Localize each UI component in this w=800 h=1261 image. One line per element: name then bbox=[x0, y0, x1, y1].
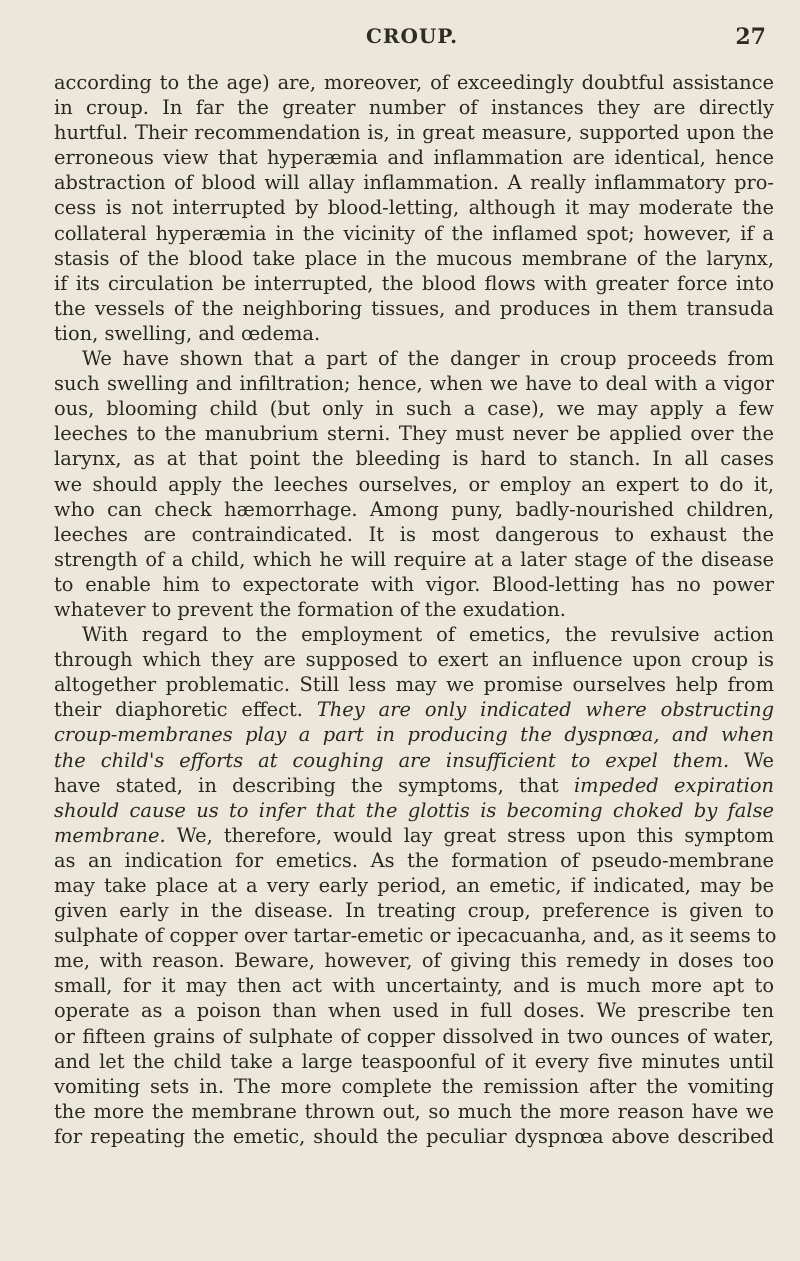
text-segment: sulphate of copper over tartar-emetic or ipecacuanha, and, as it seems to bbox=[54, 924, 777, 948]
italic-text-segment: the child's efforts at coughing are insufficient to expel them. bbox=[54, 748, 730, 772]
text-line bbox=[54, 647, 774, 672]
text-line bbox=[54, 572, 774, 597]
text-line bbox=[54, 848, 774, 873]
text-line bbox=[54, 472, 774, 497]
text-segment: larynx, as at that point the bleeding is hard to stanch. In all cases bbox=[54, 447, 774, 471]
text-line bbox=[54, 798, 774, 823]
text-segment: if its circulation be interrupted, the blood flows with greater force into bbox=[54, 271, 774, 295]
text-segment: the vessels of the neighboring tissues, and produces in them transuda bbox=[54, 296, 774, 320]
text-segment: erroneous view that hyperæmia and inflammation are identical, hence bbox=[54, 146, 774, 170]
text-line bbox=[54, 145, 774, 170]
text-line bbox=[54, 446, 774, 471]
page-number: 27 bbox=[735, 24, 766, 50]
text-segment: the more the membrane thrown out, so much the more reason have we bbox=[54, 1099, 774, 1123]
text-segment: as an indication for emetics. As the formation of pseudo-membrane bbox=[54, 848, 774, 872]
text-line bbox=[54, 170, 774, 195]
text-segment: and let the child take a large teaspoonful of it every five minutes until bbox=[54, 1049, 774, 1073]
text-line bbox=[54, 923, 777, 948]
text-segment: ous, blooming child (but only in such a case), we may apply a few bbox=[54, 397, 774, 421]
text-segment: abstraction of blood will allay inflammation. A really inflammatory pro- bbox=[54, 171, 774, 195]
italic-text-segment: membrane. bbox=[54, 823, 166, 847]
text-line bbox=[54, 672, 774, 697]
italic-text-segment: impeded expiration bbox=[573, 773, 774, 797]
text-line bbox=[54, 346, 774, 371]
text-segment: in croup. In far the greater number of instances they are directly bbox=[54, 96, 774, 120]
text-segment: operate as a poison than when used in full doses. We prescribe ten bbox=[54, 999, 774, 1023]
text-line bbox=[54, 296, 774, 321]
text-segment: collateral hyperæmia in the vicinity of the inflamed spot; however, if a bbox=[54, 221, 774, 245]
text-line bbox=[54, 1024, 774, 1049]
text-segment: me, with reason. Beware, however, of giving this remedy in doses too bbox=[54, 949, 774, 973]
text-segment: have stated, in describing the symptoms, that bbox=[54, 773, 574, 797]
text-line bbox=[54, 998, 774, 1023]
text-segment: through which they are supposed to exert an influence upon croup is bbox=[54, 648, 774, 672]
text-line bbox=[54, 95, 774, 120]
text-segment: hurtful. Their recommendation is, in great measure, supported upon the bbox=[54, 121, 774, 145]
text-line bbox=[54, 622, 774, 647]
text-line bbox=[54, 271, 774, 296]
text-segment: We have shown that a part of the danger in croup proceeds from bbox=[82, 347, 774, 371]
body-text bbox=[54, 70, 777, 1149]
text-line bbox=[54, 722, 774, 747]
text-segment: strength of a child, which he will require at a later stage of the disease bbox=[54, 547, 774, 571]
text-line bbox=[54, 873, 774, 898]
italic-text-segment: should cause us to infer that the glottis is becoming choked by false bbox=[54, 798, 774, 822]
text-line bbox=[54, 898, 774, 923]
text-segment: may take place at a very early period, an emetic, if indicated, may be bbox=[54, 874, 774, 897]
text-segment: their diaphoretic effect. bbox=[54, 698, 317, 722]
text-segment: given early in the disease. In treating croup, preference is given to bbox=[54, 899, 774, 923]
text-line bbox=[54, 421, 774, 446]
text-segment: small, for it may then act with uncertainty, and is much more apt to bbox=[54, 974, 774, 998]
text-line bbox=[54, 697, 774, 722]
text-segment: such swelling and infiltration; hence, when we have to deal with a vigor bbox=[54, 372, 774, 396]
text-line bbox=[54, 597, 774, 622]
text-line bbox=[54, 1074, 774, 1099]
text-segment: altogether problematic. Still less may we promise ourselves help from bbox=[54, 673, 774, 697]
text-segment: stasis of the blood take place in the mucous membrane of the larynx, bbox=[54, 246, 774, 270]
text-segment: whatever to prevent the formation of the exudation. bbox=[54, 597, 566, 621]
running-head: CROUP. bbox=[365, 24, 459, 48]
text-line bbox=[54, 396, 774, 421]
text-line bbox=[54, 195, 774, 220]
text-segment: tion, swelling, and œdema. bbox=[54, 321, 321, 345]
text-line bbox=[54, 748, 774, 773]
text-segment: we should apply the leeches ourselves, or employ an expert to do it, bbox=[54, 472, 774, 496]
text-segment: cess is not interrupted by blood-letting, although it may moderate the bbox=[54, 196, 774, 220]
text-segment: leeches to the manubrium sterni. They must never be applied over the bbox=[54, 422, 774, 446]
text-line bbox=[54, 120, 774, 145]
text-segment: We bbox=[729, 748, 774, 772]
text-line bbox=[54, 70, 774, 95]
text-line bbox=[54, 1049, 774, 1074]
text-segment: With regard to the employment of emetics, the revulsive action bbox=[82, 623, 774, 647]
text-segment: leeches are contraindicated. It is most dangerous to exhaust the bbox=[54, 522, 774, 546]
text-line bbox=[54, 773, 774, 798]
text-line bbox=[54, 547, 774, 572]
italic-text-segment: croup-membranes play a part in producing the dyspnœa, and when bbox=[54, 723, 774, 747]
text-line bbox=[54, 522, 774, 547]
text-segment: to enable him to expectorate with vigor. Blood-letting has no power bbox=[54, 572, 774, 596]
italic-text-segment: They are only indicated where obstructing bbox=[316, 698, 774, 722]
text-line bbox=[54, 371, 774, 396]
text-segment: according to the age) are, moreover, of exceedingly doubtful assistance bbox=[54, 71, 774, 94]
text-line bbox=[54, 948, 774, 973]
text-segment: for repeating the emetic, should the peculiar dyspnœa above described bbox=[54, 1124, 774, 1148]
text-line bbox=[54, 1099, 774, 1124]
text-line bbox=[54, 973, 774, 998]
page-header bbox=[52, 24, 772, 58]
text-segment: or fifteen grains of sulphate of copper dissolved in two ounces of water, bbox=[54, 1024, 774, 1048]
text-line bbox=[54, 246, 774, 271]
text-line bbox=[54, 1124, 774, 1149]
text-line bbox=[54, 497, 774, 522]
text-segment: who can check hæmorrhage. Among puny, badly-nourished children, bbox=[54, 497, 774, 521]
text-line bbox=[54, 321, 774, 346]
text-line bbox=[54, 221, 774, 246]
text-segment: We, therefore, would lay great stress upon this symptom bbox=[165, 823, 774, 847]
text-segment: vomiting sets in. The more complete the remission after the vomiting bbox=[54, 1074, 774, 1098]
text-line bbox=[54, 823, 774, 848]
